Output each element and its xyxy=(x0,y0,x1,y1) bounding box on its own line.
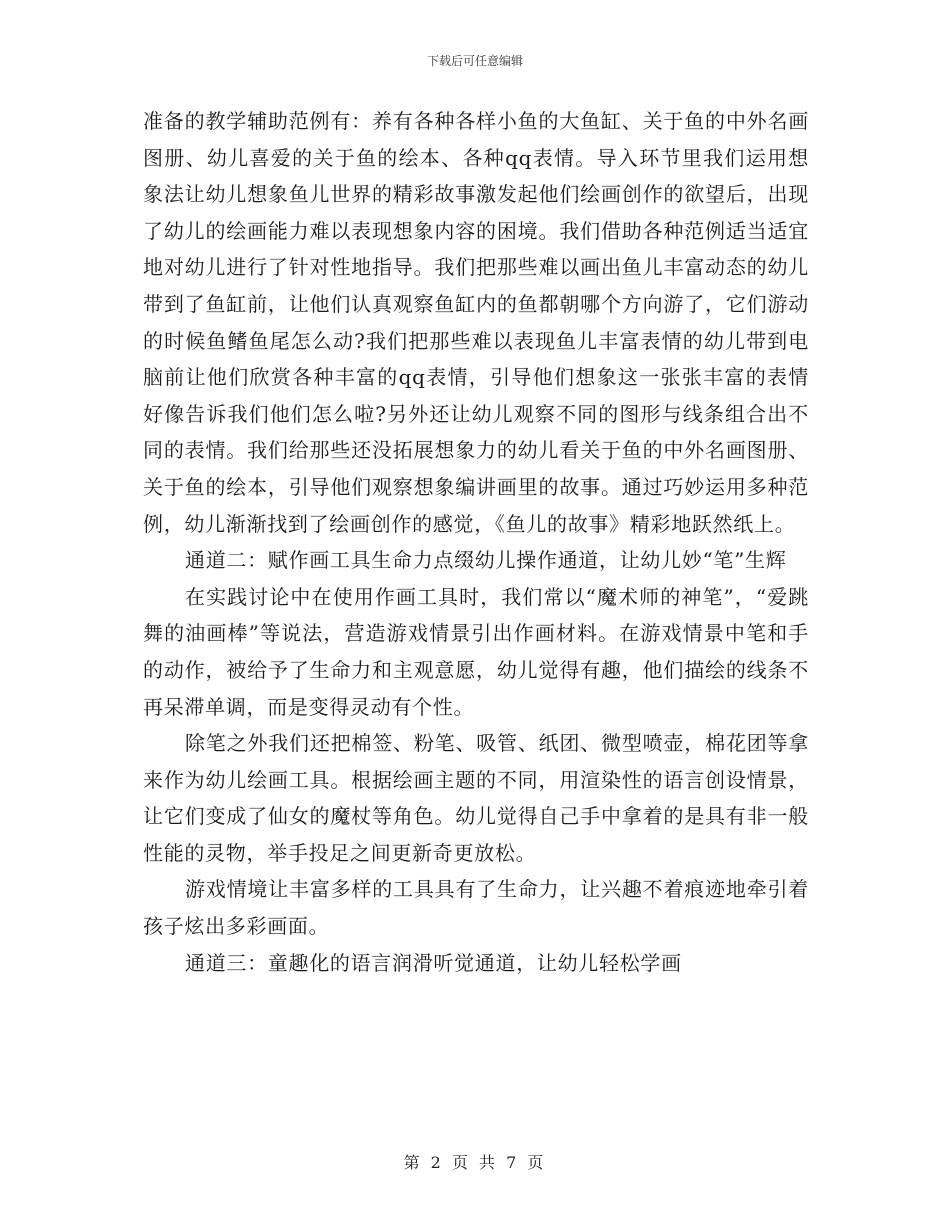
paragraph: 除笔之外我们还把棉签、粉笔、吸管、纸团、微型喷壶，棉花团等拿来作为幼儿绘画工具。根据绘画主题的不同，用渲染性的语言创设情景，让它们变成了仙女的魔杖等角色。幼儿觉得自己手中拿着的是具有非一般性能的灵物，举手投足之间更新奇更放松。 xyxy=(143,731,809,865)
paragraph: 游戏情境让丰富多样的工具具有了生命力，让兴趣不着痕迹地牵引着孩子炫出多彩画面。 xyxy=(143,877,809,939)
section-heading-channel-two: 通道二：赋作画工具生命力点缀幼儿操作通道，让幼儿妙“笔”生辉 xyxy=(185,548,787,573)
document-body xyxy=(143,103,809,981)
page-number: 第 2 页 共 7 页 xyxy=(403,1153,547,1172)
page-header: 下载后可任意编辑 xyxy=(426,54,523,68)
section-heading-channel-three: 通道三：童趣化的语言润滑听觉通道，让幼儿轻松学画 xyxy=(185,950,682,975)
paragraph-continuation: 准备的教学辅助范例有：养有各种各样小鱼的大鱼缸、关于鱼的中外名画图册、幼儿喜爱的关于鱼的绘本、各种qq表情。导入环节里我们运用想象法让幼儿想象鱼儿世界的精彩故事激发起他们绘画创作的欲望后，出现了幼儿的绘画能力难以表现想象内容的困境。我们借助各种范例适当适宜地对幼儿进行了针对性地指导。我们把那些难以画出鱼儿丰富动态的幼儿带到了鱼缸前，让他们认真观察鱼缸内的鱼都朝哪个方向游了，它们游动的时候鱼鳍鱼尾怎么动?我们把那些难以表现鱼儿丰富表情的幼儿带到电脑前让他们欣赏各种丰富的qq表情，引导他们想象这一张张丰富的表情好像告诉我们他们怎么啦?另外还让幼儿观察不同的图形与线条组合出不同的表情。我们给那些还没拓展想象力的幼儿看关于鱼的中外名画图册、关于鱼的绘本，引导他们观察想象编讲画里的故事。通过巧妙运用多种范例，幼儿渐渐找到了绘画创作的感觉，《鱼儿的故事》精彩地跃然纸上。 xyxy=(143,109,809,536)
paragraph: 在实践讨论中在使用作画工具时，我们常以“魔术师的神笔”，“爱跳舞的油画棒”等说法，营造游戏情景引出作画材料。在游戏情景中笔和手的动作，被给予了生命力和主观意愿，幼儿觉得有趣，他们描绘的线条不再呆滞单调，而是变得灵动有个性。 xyxy=(143,584,809,719)
